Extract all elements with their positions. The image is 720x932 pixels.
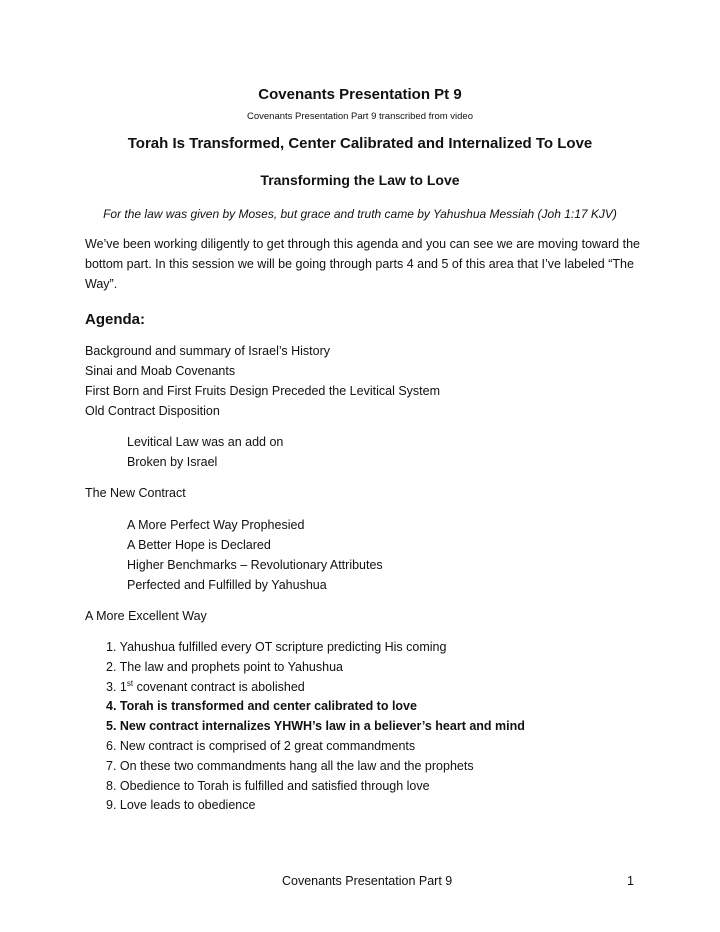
excellent-way-list bbox=[106, 638, 525, 816]
ordinal-suffix: st bbox=[126, 678, 134, 688]
list-item: 6. New contract is comprised of 2 great commandments bbox=[106, 738, 416, 753]
section-subheading: Transforming the Law to Love bbox=[260, 172, 460, 188]
document-subtitle: Covenants Presentation Part 9 transcribed from video bbox=[246, 111, 473, 122]
list-item: 8. Obedience to Torah is fulfilled and satisfied through love bbox=[106, 778, 430, 793]
list-item: 9. Love leads to obedience bbox=[106, 798, 256, 813]
list-item-text: covenant contract is abolished bbox=[133, 679, 305, 694]
list-item: 7. On these two commandments hang all the law and the prophets bbox=[106, 758, 474, 773]
document-title: Covenants Presentation Pt 9 bbox=[258, 86, 462, 103]
list-item-number: 3. 1 bbox=[106, 679, 127, 694]
list-item: Higher Benchmarks – Revolutionary Attributes bbox=[127, 558, 383, 572]
agenda-top-list bbox=[85, 341, 440, 421]
old-contract-sublist bbox=[127, 432, 283, 472]
scripture-quote: For the law was given by Moses, but grace and truth came by Yahushua Messiah (Joh 1:17 KJV) bbox=[103, 207, 617, 221]
agenda-heading: Agenda: bbox=[85, 311, 145, 328]
new-contract-sublist bbox=[127, 515, 383, 595]
list-item: Perfected and Fulfilled by Yahushua bbox=[127, 578, 327, 592]
intro-paragraph: We’ve been working diligently to get through this agenda and you can see we are moving toward the bottom part. In this session we will be going through parts 4 and 5 of this area that I’ve labeled “The Way”. bbox=[85, 237, 640, 291]
page-number: 1 bbox=[627, 874, 634, 888]
list-item bbox=[106, 678, 525, 698]
list-item: Broken by Israel bbox=[127, 455, 218, 469]
footer-label: Covenants Presentation Part 9 bbox=[282, 874, 453, 888]
list-item: A More Perfect Way Prophesied bbox=[127, 518, 305, 532]
list-item: Sinai and Moab Covenants bbox=[85, 364, 236, 378]
list-item: 1. Yahushua fulfilled every OT scripture predicting His coming bbox=[106, 640, 447, 654]
list-item: Background and summary of Israel’s History bbox=[85, 344, 331, 358]
list-item: Levitical Law was an add on bbox=[127, 435, 284, 449]
list-item: First Born and First Fruits Design Preceded the Levitical System bbox=[85, 384, 440, 398]
list-item: 5. New contract internalizes YHWH’s law in a believer’s heart and mind bbox=[106, 719, 525, 734]
list-item: Old Contract Disposition bbox=[85, 404, 220, 418]
list-item: A Better Hope is Declared bbox=[127, 538, 271, 552]
list-item: 2. The law and prophets point to Yahushua bbox=[106, 659, 343, 674]
excellent-way-label: A More Excellent Way bbox=[85, 609, 207, 623]
list-item: 4. Torah is transformed and center calibrated to love bbox=[106, 699, 417, 714]
new-contract-label: The New Contract bbox=[85, 486, 186, 500]
section-heading: Torah Is Transformed, Center Calibrated and Internalized To Love bbox=[127, 135, 593, 152]
